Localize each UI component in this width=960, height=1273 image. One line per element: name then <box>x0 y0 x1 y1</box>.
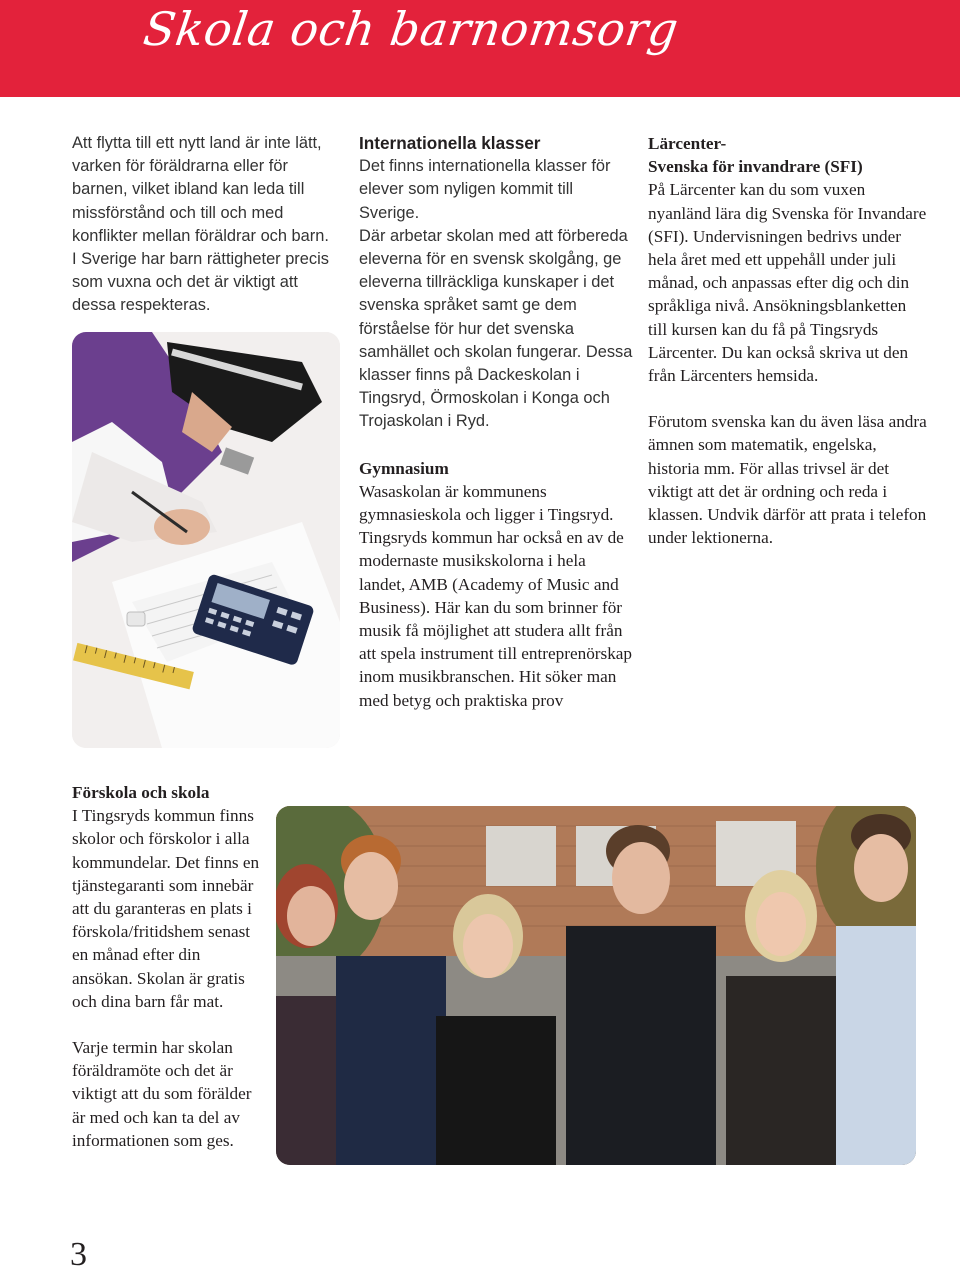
forskola-heading: Förskola och skola <box>72 783 210 802</box>
right-column <box>648 132 928 549</box>
bottom-left-column <box>72 781 262 1152</box>
header-band <box>0 0 960 97</box>
forskola-body-2: Varje termin har skolan föräldramöte och det är viktigt att du som förälder är med och kan ta del av informationen som ges. <box>72 1038 252 1150</box>
larcenter-heading-line2: Svenska för invandrare (SFI) <box>648 157 863 177</box>
larcenter-body-2: Förutom svenska kan du även läsa andra ämnen som matematik, engelska, historia mm. För allas trivsel är det viktigt att det är ordning och reda i klassen. Undvik därför att prata i telefon under lektionerna. <box>648 412 927 548</box>
middle-column <box>359 132 634 712</box>
page-title: Skola och barnomsorg <box>140 2 682 56</box>
intro-column <box>72 132 336 318</box>
forskola-body: I Tingsryds kommun finns skolor och förskolor i alla kommundelar. Det finns en tjänstegaranti som innebär att du garanteras en plats i förskola/fritidshem senast en månad efter din ansökan. Skolan är gratis och dina barn får mat. <box>72 806 260 1011</box>
gymnasium-body: Wasaskolan är kommunens gymnasieskola och ligger i Tingsryd. Tingsryds kommun har också en av de modernaste musikskolorna i hela landet, AMB (Academy of Music and Business). Här kan du som brinner för musik få möjlighet att studera allt från att spela instrument till entreprenörskap inom musikbranschen. Hit söker man med betyg och praktiska prov <box>359 481 633 710</box>
student-study-photo <box>72 332 340 748</box>
larcenter-body: På Lärcenter kan du som vuxen nyanländ lära dig Svenska för Invandare (SFI). Undervisningen bedrivs under hela året med ett uppehåll under juli månad, och anpassas efter dig och din språkliga nivå. Ansökningsblanketten till kursen kan du få på Tingsryds Lärcenter. Du kan också skriva ut den från Lärcenters hemsida. <box>648 180 927 386</box>
international-heading: Internationella klasser <box>359 133 541 153</box>
international-body: Där arbetar skolan med att förbereda eleverna för en svensk skolgång, ge eleverna tillräckliga kunskaper i det svenska språket samt ge dem förståelse för hur det svenska samhället och skolan fungerar. Dessa klasser finns på Dackeskolan i Tingsryd, Örmoskolan i Konga och Trojaskolan i Ryd. <box>359 226 633 431</box>
international-lead: Det finns internationella klasser för elever som nyligen kommit till Sverige. <box>359 157 611 222</box>
larcenter-heading-line1: Lärcenter- <box>648 134 727 153</box>
intro-text: Att flytta till ett nytt land är inte lätt, varken för föräldrarna eller för barnen, vilket ibland kan leda till missförstånd och till och med konflikter mellan föräldrar och barn. I Sverige har barn rättigheter precis som vuxna och det är viktigt att dessa respekteras. <box>72 134 329 315</box>
page-number: 3 <box>70 1236 87 1273</box>
gymnasium-heading: Gymnasium <box>359 458 449 478</box>
students-group-photo <box>276 806 916 1165</box>
